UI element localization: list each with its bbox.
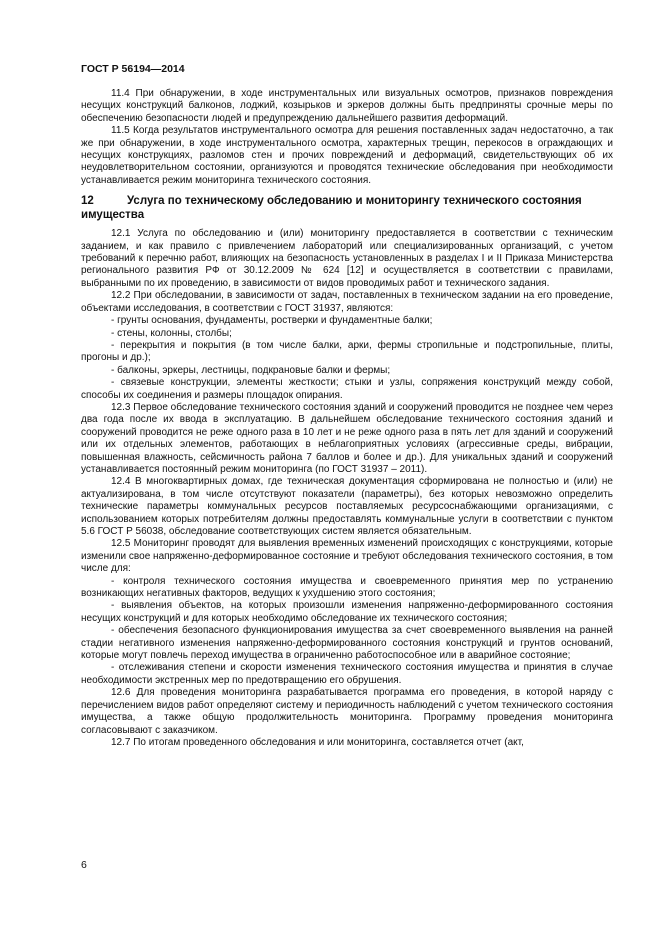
document-header: ГОСТ Р 56194—2014 — [81, 63, 185, 75]
paragraph-11-5: 11.5 Когда результатов инструментального осмотра для решения поставленных задач недостаточно, а так же при обнаружении, в ходе инструментального осмотра, характерных трещин, перекосов в ограждающих и несущих конструкциях, разломов стен и прочих повреждений и деформаций, свидетельствующих об их неудовлетворительном состоянии, организуются и проводятся технические обследования при необходимости устанавливается режим мониторинга технического состояния. — [81, 125, 613, 186]
list-item: - контроля технического состояния имущества и своевременного принятия мер по устранению возникающих негативных факторов, ведущих к ухудшению этого состояния; — [81, 575, 613, 600]
list-item: - отслеживания степени и скорости изменения технического состояния имущества и принятия в случае необходимости экстренных мер по предотвращению его обрушения. — [81, 662, 613, 686]
section-number: 12 — [81, 195, 94, 208]
paragraph-12-4: 12.4 В многоквартирных домах, где техническая документация сформирована не полностью и (или) не актуализирована, в том числе отсутствуют показатели (параметры), без которых невозможно определить технические параметры коммунальных ресурсов поставляемых ресурсоснабжающими организациями, с использованием которых потребителям должны предоставлять коммунальные услуги в соответствии с пунктом 5.6 ГОСТ Р 56038, обследование соответствующих систем является обязательным. — [81, 476, 613, 537]
list-item: - грунты основания, фундаменты, ростверки и фундаментные балки; — [111, 315, 433, 327]
list-item: - связевые конструкции, элементы жесткости; стыки и узлы, сопряжения конструкций между собой, способы их соединения и размеры площадок опирания. — [81, 377, 613, 401]
section-heading — [81, 194, 613, 222]
paragraph-12-3: 12.3 Первое обследование технического состояния зданий и сооружений проводится не позднее чем через два года после их ввода в эксплуатацию. В дальнейшем обследование технического состояния зданий и сооружений проводится не реже одного раза в 10 лет и не реже одного раза в пять лет для зданий и сооружений или их отдельных элементов, работающих в неблагоприятных условиях (агрессивные среды, вибрации, повышенная влажность, сейсмичность района 7 баллов и более и др.). Для уникальных зданий и сооружений устанавливается постоянный режим мониторинга (по ГОСТ 31937 – 2011). — [81, 401, 613, 475]
page-content — [81, 88, 613, 749]
list-item: - выявления объектов, на которых произошли изменения напряженно-деформированного состояния несущих конструкций и для которых необходимо обследование их технического состояния; — [81, 600, 613, 624]
section-title: Услуга по техническому обследованию и мониторингу технического состояния имущества — [81, 195, 582, 222]
list-item: - перекрытия и покрытия (в том числе балки, арки, фермы стропильные и подстропильные, плиты, прогоны и др.); — [81, 339, 613, 364]
list-item: - стены, колонны, столбы; — [111, 327, 232, 339]
paragraph-12-7: 12.7 По итогам проведенного обследования и или мониторинга, составляется отчет (акт, — [111, 736, 524, 748]
page-number: 6 — [81, 859, 87, 871]
paragraph-12-1: 12.1 Услуга по обследованию и (или) мониторингу предоставляется в соответствии с техническим заданием, и как правило с привлечением лабораторий или специализированных организаций, с учетом требований к перечню работ, влияющих на безопасность установленных в разделах I и II Приказа Министерства регионального развития РФ от 30.12.2009 № 624 [12] и осуществляется в соответствии с правилами, выбранными по их проведению, в зависимости от видов проводимых работ и технического задания. — [81, 228, 613, 289]
list-item: - балконы, эркеры, лестницы, подкрановые балки и фермы; — [111, 364, 391, 376]
paragraph-12-6: 12.6 Для проведения мониторинга разрабатывается программа его проведения, в которой наряду с перечислением видов работ определяют систему и периодичность наблюдений с учетом технического состояния имущества, а также общую продолжительность мониторинга. Программу проведения мониторинга согласовывают с заказчиком. — [81, 687, 613, 736]
paragraph-11-4: 11.4 При обнаружении, в ходе инструментальных или визуальных осмотров, признаков повреждения несущих конструкций балконов, лоджий, козырьков и эркеров должны быть предприняты срочные меры по обеспечению безопасности людей и предупреждению дальнейшего развития деформаций. — [81, 88, 613, 124]
paragraph-12-2: 12.2 При обследовании, в зависимости от задач, поставленных в техническом задании на его проведение, объектами исследования, в соответствии с ГОСТ 31937, являются: — [81, 290, 613, 314]
paragraph-12-5: 12.5 Мониторинг проводят для выявления временных изменений происходящих с конструкциями, которые изменили свое напряженно-деформированное состояние и требуют обследования технического состояния, в том числе для: — [81, 538, 613, 575]
list-item: - обеспечения безопасного функционирования имущества за счет своевременного выявления на ранней стадии негативного изменения напряженно-деформированного состояния конструкций и грунтов оснований, которые могут повлечь переход имущества в ограниченно работоспособное или в аварийное состояние; — [81, 625, 613, 662]
